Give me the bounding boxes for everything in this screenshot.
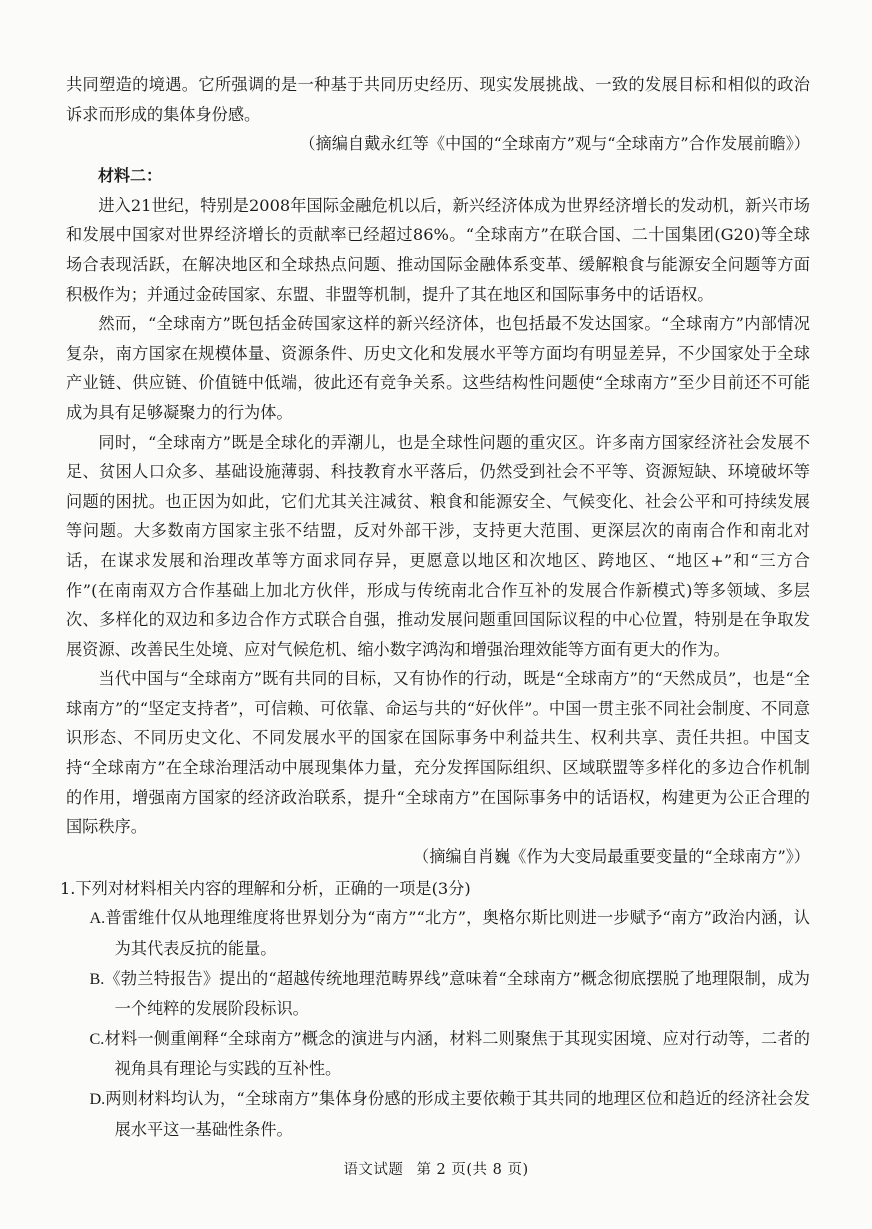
question-1-stem: 1.下列对材料相关内容的理解和分析，正确的一项是(3分): [60, 878, 471, 898]
option-d-letter: D.: [89, 1090, 106, 1108]
footer-subject: 语文试题: [343, 1162, 404, 1178]
option-c-text: 材料一侧重阐释“全球南方”概念的演进与内涵，材料二则聚焦于其现实困境、应对行动等，二者的视角具有理论与实践的互补性。: [104, 1028, 810, 1079]
option-a-letter: A.: [89, 909, 106, 928]
question-1-option-c: [66, 1024, 810, 1084]
option-c-letter: C.: [89, 1029, 105, 1048]
material-two-paragraph-2: 然而，“全球南方”既包括金砖国家这样的新兴经济体，也包括最不发达国家。“全球南方”内部情况复杂，南方国家在规模体量、资源条件、历史文化和发展水平等方面均有明显差异，不少国家处于全球产业链、供应链、价值链中低端，彼此还有竞争关系。这些结构性问题使“全球南方”至少目前还不可能成为具有足够凝聚力的行为体。: [66, 314, 810, 422]
question-1-option-d: [66, 1084, 810, 1144]
material-two-paragraph-4: 当代中国与“全球南方”既有共同的目标，又有协作的行动，既是“全球南方”的“天然成员”，也是“全球南方”的“坚定支持者”，可信赖、可依靠、命运与共的“好伙伴”。中国一贯主张不同社会制度、不同意识形态、不同历史文化、不同发展水平的国家在国际事务中利益共生、权利共享、责任共担。中国支持“全球南方”在全球治理活动中展现集体力量，充分发挥国际组织、区域联盟等多样化的多边合作机制的作用，增强南方国家的经济政治联系，提升“全球南方”在国际事务中的话语权，构建更为公正合理的国际秩序。: [66, 669, 810, 837]
option-b-letter: B.: [89, 969, 105, 988]
footer-page-number: 第 2 页(共 8 页): [416, 1162, 529, 1178]
option-d-text: 两则材料均认为，“全球南方”集体身份感的形成主要依赖于其共同的地理区位和趋近的经济社会发展水平这一基础性条件。: [105, 1089, 810, 1139]
page-footer: [0, 1158, 872, 1179]
material-one-tail-paragraph: 共同塑造的境遇。它所强调的是一种基于共同历史经历、现实发展挑战、一致的发展目标和相似的政治诉求而形成的集体身份感。: [66, 75, 810, 124]
material-two-heading: 材料二：: [98, 166, 163, 186]
option-a-text: 普雷维什仅从地理维度将世界划分为“南方”“北方”，奥格尔斯比则进一步赋予“南方”政治内涵，认为其代表反抗的能量。: [105, 908, 810, 959]
question-1-option-a: [66, 903, 810, 963]
material-two-source: （摘编自肖巍《作为大变局最重要变量的“全球南方”》）: [413, 846, 810, 866]
material-two-paragraph-1: 进入21世纪，特别是2008年国际金融危机以后，新兴经济体成为世界经济增长的发动机，新兴市场和发展中国家对世界经济增长的贡献率已经超过86%。“全球南方”在联合国、二十国集团(G20)等全球场合表现活跃，在解决地区和全球热点问题、推动国际金融体系变革、缓解粮食与能源安全问题等方面积极作为；并通过金砖国家、东盟、非盟等机制，提升了其在地区和国际事务中的话语权。: [66, 195, 810, 304]
question-1-option-b: [66, 964, 810, 1024]
material-one-source: （摘编自戴永红等《中国的“全球南方”观与“全球南方”合作发展前瞻》）: [299, 134, 810, 154]
exam-page: [60, 70, 810, 1144]
option-b-text: 《勃兰特报告》提出的“超越传统地理范畴界线”意味着“全球南方”概念彻底摆脱了地理限制，成为一个纯粹的发展阶段标识。: [104, 968, 810, 1019]
material-two-paragraph-3: 同时，“全球南方”既是全球化的弄潮儿，也是全球性问题的重灾区。许多南方国家经济社会发展不足、贫困人口众多、基础设施薄弱、科技教育水平落后，仍然受到社会不平等、资源短缺、环境破坏等问题的困扰。也正因为如此，它们尤其关注减贫、粮食和能源安全、气候变化、社会公平和可持续发展等问题。大多数南方国家主张不结盟，反对外部干涉，支持更大范围、更深层次的南南合作和南北对话，在谋求发展和治理改革等方面求同存异，更愿意以地区和次地区、跨地区、“地区+”和“三方合作”(在南南双方合作基础上加北方伙伴，形成与传统南北合作互补的发展合作新模式)等多领域、多层次、多样化的双边和多边合作方式联合自强，推动发展问题重回国际议程的中心位置，特别是在争取发展资源、改善民生处境、应对气候危机、缩小数字鸿沟和增强治理效能等方面有更大的作为。: [66, 432, 810, 659]
